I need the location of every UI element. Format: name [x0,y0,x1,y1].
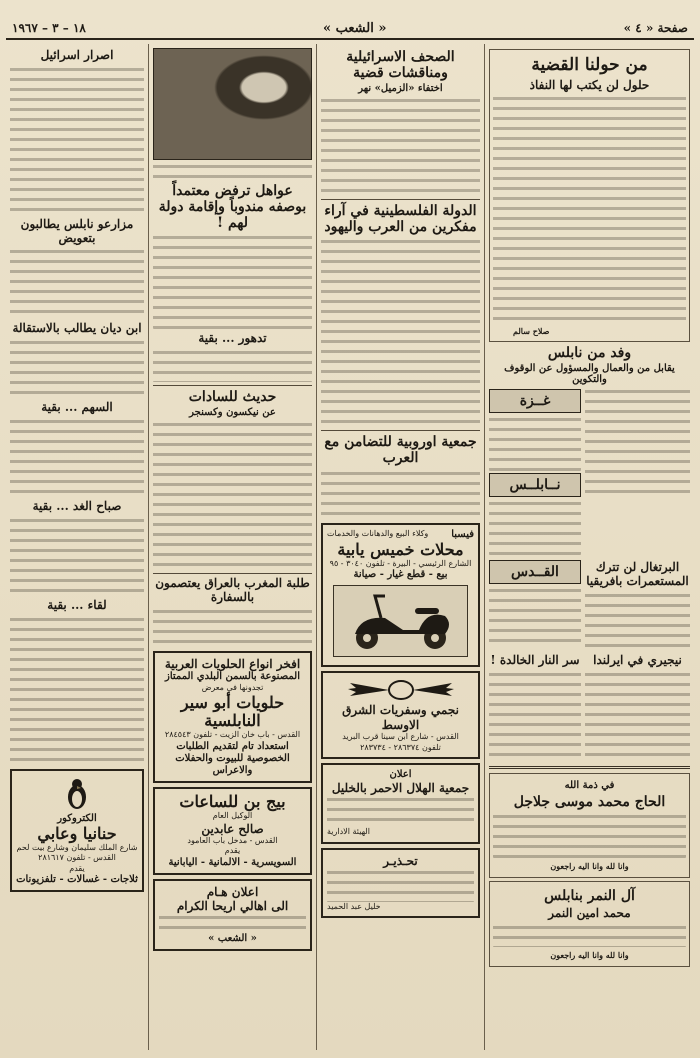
gaza-body [489,415,581,471]
eternal-fire-headline: سر النار الخالدة ! [490,653,580,668]
morocco-body [153,607,312,647]
red-crescent-label: اعلان [389,768,412,780]
sweets-address: القدس - باب خان الزيت - تلفون ٢٨٤٥٤٣ [164,730,301,740]
arrow-body [10,417,144,497]
gaza-banner: غــزة [489,389,581,413]
big-ben-offers: يقدم [224,846,241,856]
column-left [6,44,148,1050]
big-ben-agent: صالح عابدين [201,821,264,836]
palestine-state-body [321,237,480,427]
issue-date: ١٨ – ٣ – ١٩٦٧ [12,21,86,35]
vespa-agents: وكلاء البيع والدهانات والخدمات [327,529,429,539]
jericho-notice [153,879,312,952]
warning-signature: خليل عبد الحميد [327,902,381,912]
news-photo [153,48,312,160]
obituary-body-1 [493,812,686,858]
obituary-box-1 [489,773,690,878]
morocco-headline: طلبة المغرب بالعراق يعتصمون بالسفارة [155,576,310,604]
vespa-address: الشارع الرئيسي - البيرة - تلفون ٣٠٤٠ - ٩٥ [329,558,472,568]
red-crescent-signature: الهيئة الادارية [327,827,370,837]
israeli-press-subhead: اختفاء «الزميل» نهر [358,83,443,95]
winged-emblem-icon [346,679,456,701]
big-ben-ad [153,787,312,875]
sweets-line-2: المصنوعة بالسمن البلدي الممتاز [165,671,300,683]
sweets-line-1: افخر انواع الحلويات العربية [164,656,301,671]
farmers-body [10,247,144,319]
israeli-press-body [321,96,480,196]
penguin-logo-icon [64,777,90,811]
big-ben-title: بيج بن للساعات [179,791,286,811]
red-crescent-title: جمعية الهلال الاحمر بالخليل [331,780,470,795]
najmi-address: القدس - شارع ابن سينا قرب البريد [342,732,459,742]
vespa-services: بيع - قطع غيار - صيانة [353,569,448,581]
red-crescent-body [327,795,474,827]
warning-ad [321,848,480,919]
warning-body [327,868,474,902]
big-ben-agent-label: الوكيل العام [212,811,253,821]
page-number: صفحة « ٤ » [623,21,688,35]
feature-title: حلول لن يكتب لها النفاذ [529,77,650,92]
obituary-box-2 [489,881,690,967]
quds-body [489,586,581,644]
paper-name: « الشعب » [322,20,387,36]
vespa-ad [321,523,480,668]
sweets-brand: حلويات أبو سير النابلسية [180,692,285,730]
sadat-body [153,420,312,570]
sadat-subhead: عن نيكسون وكسنجر [189,407,276,419]
nablus-subhead: يقابل من والعمال والمسؤول عن الوقوف والتكوين [504,363,675,386]
feature-kicker: من حولنا القضية [531,55,648,75]
obituary-title: في ذمة الله [564,779,615,791]
sweets-line-3: تجدونها في معرض [201,683,264,693]
electrocor-ad [10,769,144,893]
big-ben-address: القدس - مدخل باب العامود [187,835,278,845]
scooter-image [333,585,468,657]
israeli-press-headline: الصحف الاسرائيلية ومناقشات قضية [346,49,455,82]
electrocor-address: شارع الملك سليمان وشارع بيت لحم [16,842,138,852]
portugal-body [585,591,690,651]
dayan-headline: ابن ديان يطالب بالاستقالة [12,321,142,336]
masthead [6,18,694,40]
scooter-icon [341,590,461,652]
meeting-body [10,615,144,765]
electrocor-phone: القدس - تلفون ٢٨١٦١٧ [38,853,116,863]
warning-title: تحـذيـر [383,853,418,868]
najmi-travel-ad [321,671,480,759]
dawn-body [10,516,144,596]
quds-banner: القــدس [489,560,581,584]
feature-box [489,49,690,342]
electrocor-brand: الكتروكور [57,812,97,824]
doors-headline: عواهل ترفض معتمداً بوصفه مندوباً وإقامة دولة لهم ! [158,183,307,232]
nablus-banner: نــابلــس [489,473,581,497]
feature-body [493,94,686,324]
jericho-notice-body [159,913,306,933]
feature-byline: صلاح سالم [513,326,550,337]
jericho-notice-label: اعلان هـام [206,884,259,899]
meeting-headline: لقاء ... بقية [47,597,107,612]
photo-caption [153,162,312,180]
sweets-ad [153,651,312,783]
european-society-headline: جمعية اوروبية للتضامن مع العرب [324,434,477,467]
portugal-headline: البرتغال لن تترك المستعمرات بافريقيا [586,560,689,589]
obituary-family: آل النمر بنابلس [544,887,635,904]
nablus-body [585,387,690,497]
dayan-body [10,338,144,398]
column-center-left [148,44,316,1050]
doors-body [153,233,312,329]
farmers-headline: مزارعو نابلس يطالبون بتعويض [20,216,134,245]
obituary-name-2: محمد امين النمر [548,906,631,921]
column-right [484,44,694,1050]
electrocor-company: حنانيا وعابي [37,823,117,843]
arrow-headline: السهم ... بقية [41,400,113,415]
quiet-headline: تدهور ... بقية [198,331,267,346]
israel-insist-headline: اصرار اسرائيل [40,48,114,62]
najmi-phone: تلفون ٢٨٦٣٧٤ - ٢٨٣٧٣٤ [360,742,441,752]
red-crescent-ad [321,763,480,844]
najmi-title: نجمي وسفريات الشرق الاوسط [342,703,459,732]
sweets-orders: استعداد تام لتقديم الطلبات الخصوصية للبيوت والحفلات والاعراس [175,740,290,776]
palestine-state-headline: الدولة الفلسطينية في آراء مفكرين من العرب واليهود [324,203,477,236]
quiet-body [153,348,312,382]
obituary-verse-2: وانا لله وانا اليه راجعون [550,949,629,960]
obituary-body-2 [493,923,686,947]
nablus-headline: وفد من نابلس [547,345,632,362]
nablus-banner-body [489,499,581,555]
eternal-fire-body [489,670,581,762]
european-society-body [321,469,480,519]
electrocor-offers: يقدم [69,863,85,873]
nigeria-body [585,670,690,762]
dawn-headline: صباح الغد ... بقية [32,498,122,513]
nigeria-headline: نيجيري في ايرلندا [593,653,682,668]
electrocor-products: ثلاجات - غسالات - تلفزيونات [16,874,138,886]
obituary-name-1: الحاج محمد موسى جلاجل [513,793,666,810]
obituary-verse-1: وانا لله وانا اليه راجعون [550,860,629,871]
sadat-headline: حديث للسادات [188,389,277,406]
jericho-notice-title: الى اهالي اريحا الكرام [176,899,289,914]
vespa-dealer: محلات خميس يابية [337,539,464,559]
big-ben-brands: السويسرية - الالمانية - اليابانية [168,856,297,868]
israel-insist-body [10,65,144,215]
column-center-right [316,44,484,1050]
vespa-brand: فيسبا [451,528,474,540]
jericho-notice-paper: « الشعب » [208,933,257,945]
